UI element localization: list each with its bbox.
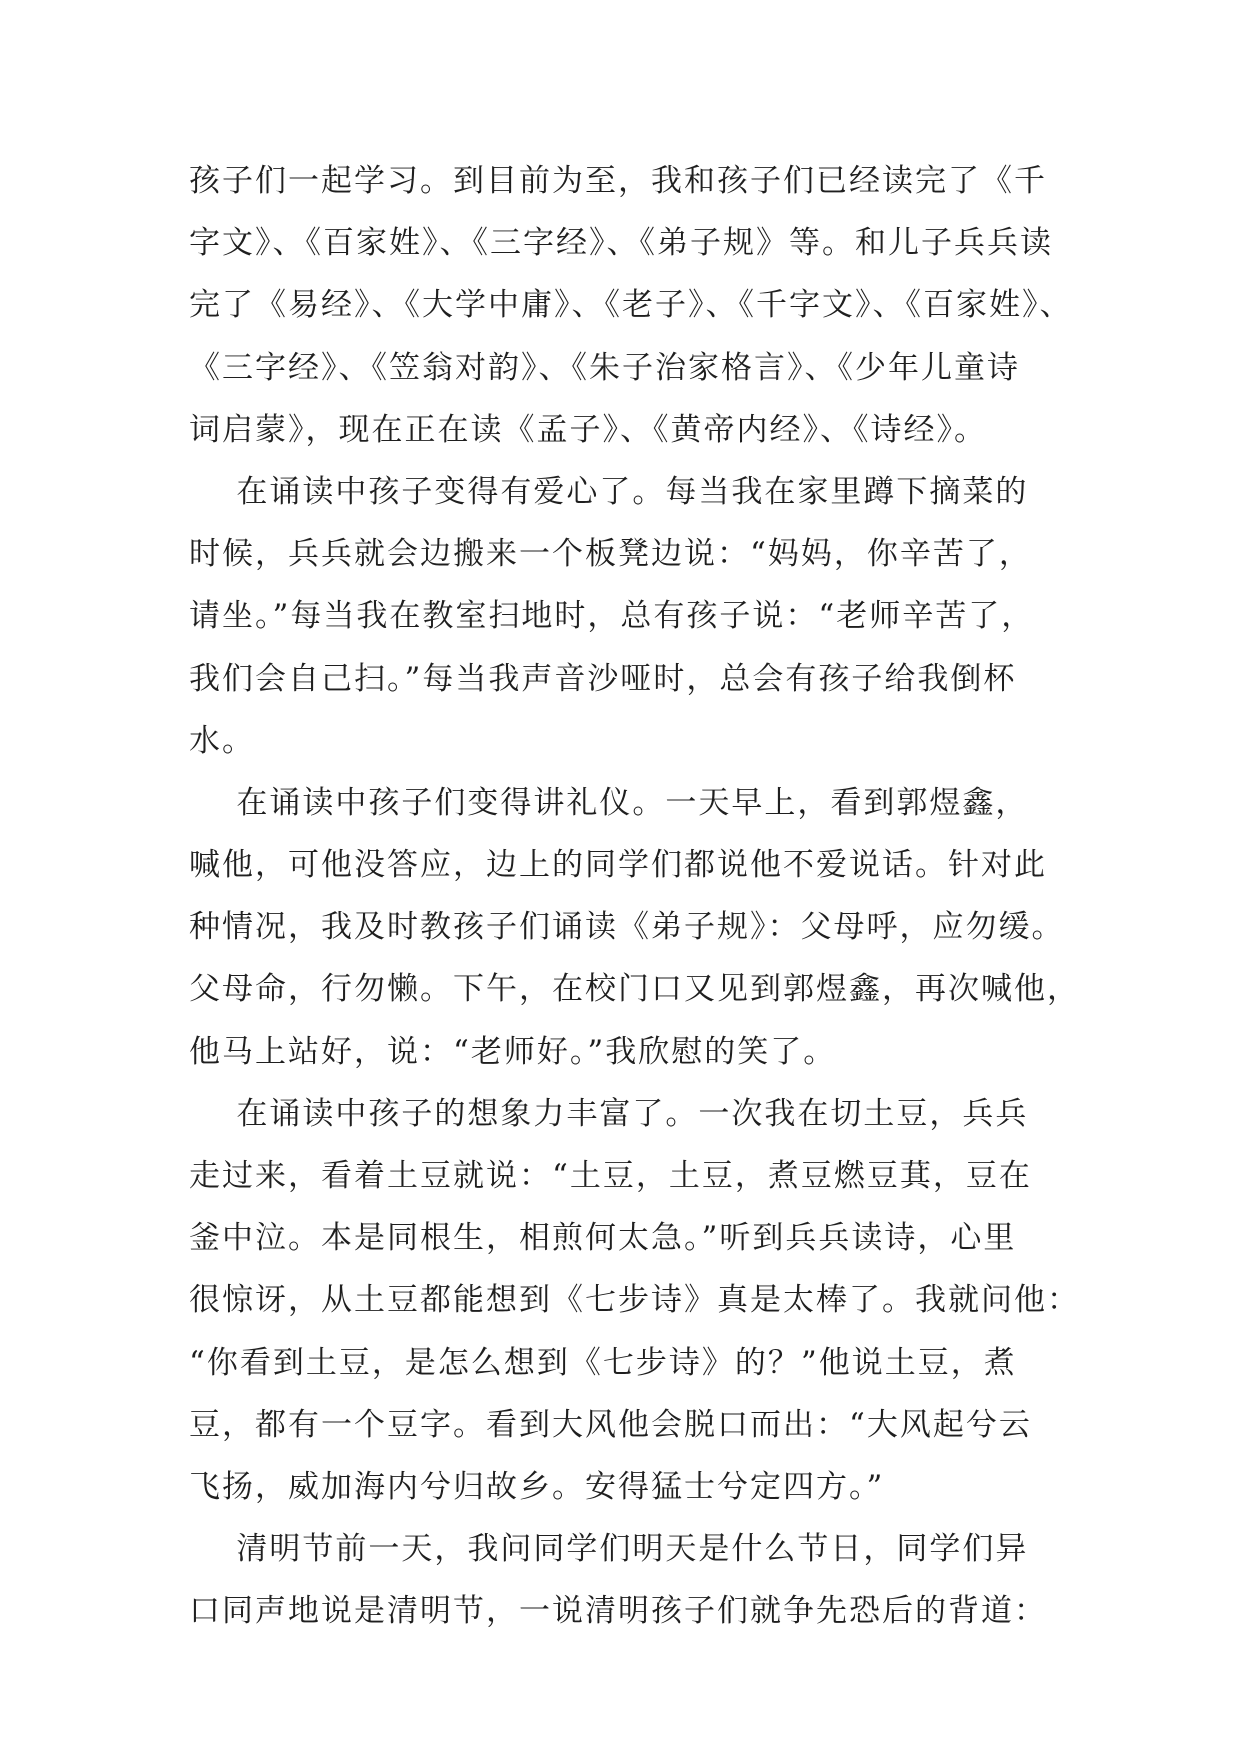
text-line: 走过来，看着土豆就说：“土豆，土豆，煮豆燃豆萁，豆在 (189, 1158, 1032, 1194)
text-line: 清明节前一天，我问同学们明天是什么节日，同学们异 (189, 1531, 1029, 1568)
text-line: 在诵读中孩子变得有爱心了。每当我在家里蹲下摘菜的 (189, 473, 1029, 510)
text-line: 完了《易经》、《大学中庸》、《老子》、《千字文》、《百家姓》、 (189, 287, 1073, 324)
body-text (189, 150, 1089, 1643)
text-line: 他马上站好，说：“老师好。”我欣慰的笑了。 (189, 1033, 837, 1070)
text-line: 口同声地说是清明节，一说清明孩子们就争先恐后的背道： (189, 1593, 1047, 1630)
text-line: 《三字经》、《笠翁对韵》、《朱子治家格言》、《少年儿童诗 (189, 349, 1020, 386)
text-line: 釜中泣。本是同根生，相煎何太急。”听到兵兵读诗，心里 (189, 1220, 1017, 1257)
text-line: 飞扬，威加海内兮归故乡。安得猛士兮定四方。” (189, 1468, 885, 1505)
text-line: 豆，都有一个豆字。看到大风他会脱口而出：“大风起兮云 (189, 1406, 1032, 1443)
text-line: 在诵读中孩子们变得讲礼仪。一天早上，看到郭煜鑫， (189, 784, 1029, 821)
text-line: 父母命，行勿懒。下午，在校门口又见到郭煜鑫，再次喊他， (189, 971, 1080, 1008)
text-line: 水。 (189, 722, 255, 759)
text-line: 时候，兵兵就会边搬来一个板凳边说：“妈妈，你辛苦了， (189, 536, 1032, 573)
text-line: 喊他，可他没答应，边上的同学们都说他不爱说话。针对此 (189, 847, 1047, 884)
text-line: 字文》、《百家姓》、《三字经》、《弟子规》等。和儿子兵兵读 (189, 225, 1053, 262)
text-line: 在诵读中孩子的想象力丰富了。一次我在切土豆，兵兵 (189, 1095, 1029, 1132)
text-line: 请坐。”每当我在教室扫地时，总有孩子说：“老师辛苦了， (189, 598, 1035, 635)
text-line: 种情况，我及时教孩子们诵读《弟子规》：父母呼，应勿缓。 (189, 909, 1065, 946)
text-line: 我们会自己扫。”每当我声音沙哑时，总会有孩子给我倒杯 (189, 660, 1017, 697)
text-line: 词启蒙》，现在正在读《孟子》、《黄帝内经》、《诗经》。 (189, 411, 987, 448)
text-line: 孩子们一起学习。到目前为至，我和孩子们已经读完了《千 (189, 163, 1047, 199)
text-line: “你看到土豆，是怎么想到《七步诗》的？”他说土豆，煮 (189, 1344, 1017, 1381)
text-line: 很惊讶，从土豆都能想到《七步诗》真是太棒了。我就问他： (189, 1282, 1080, 1319)
